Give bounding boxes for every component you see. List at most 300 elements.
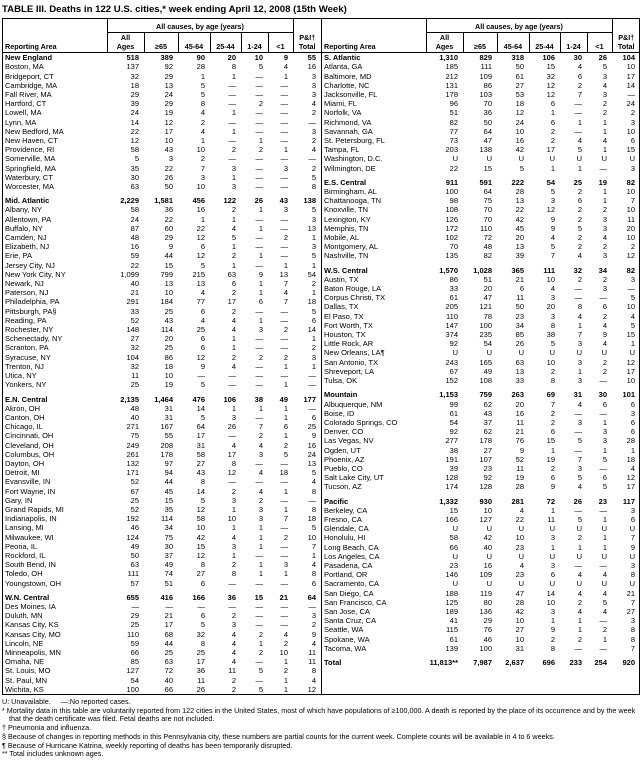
city-row (322, 616, 640, 625)
value-cell: 47 (483, 136, 492, 146)
value-cell: 106 (542, 53, 555, 63)
value-cell: 11 (308, 657, 316, 667)
city-row (322, 136, 640, 145)
value-cell: — (255, 458, 263, 468)
value-cell: 5 (258, 62, 263, 72)
value-cell: 10 (279, 647, 288, 657)
value-cell: 1 (577, 320, 582, 330)
city-name: San Antonio, TX (324, 357, 379, 367)
value-cell: 24 (626, 99, 635, 109)
value-cell: 52 (130, 315, 139, 325)
value-cell: 4 (577, 570, 582, 580)
value-cell: 2 (283, 233, 288, 243)
region-total-row (322, 266, 640, 275)
value-cell: 2 (311, 108, 316, 118)
value-cell: — (255, 371, 263, 381)
value-cell: — (574, 505, 582, 515)
value-cell: 1,028 (473, 265, 492, 275)
city-name: Richmond, VA (324, 117, 372, 127)
city-name: Somerville, MA (5, 154, 56, 164)
value-cell: 33 (130, 306, 139, 316)
value-cell: 2 (577, 634, 582, 644)
city-row (3, 307, 321, 316)
value-cell: 1 (311, 361, 316, 371)
value-cell: 2 (577, 205, 582, 215)
value-cell: 49 (483, 366, 492, 376)
value-cell: 22 (196, 223, 205, 233)
value-cell: 1 (258, 532, 263, 542)
value-cell: 10 (626, 376, 635, 386)
city-row (322, 644, 640, 653)
column-header: 45-64 (178, 33, 210, 53)
city-name: Austin, TX (324, 274, 359, 284)
value-cell: 3 (258, 514, 263, 524)
value-cell: 5 (200, 90, 205, 99)
value-cell: 1 (231, 214, 236, 224)
city-row (322, 196, 640, 205)
value-cell: 24 (164, 90, 173, 99)
value-cell: 59 (130, 251, 139, 261)
value-cell: 2 (258, 99, 263, 109)
value-cell: 3 (258, 504, 263, 514)
value-cell: 3 (550, 293, 555, 303)
value-cell: 73 (449, 136, 458, 146)
value-cell: — (280, 541, 288, 551)
value-cell: 82 (626, 177, 635, 187)
value-cell: 2,229 (120, 196, 139, 206)
value-cell: 1 (602, 126, 607, 136)
value-cell: 21 (279, 592, 288, 602)
value-cell: 7 (258, 422, 263, 432)
city-row (3, 620, 321, 629)
value-cell: 2 (311, 136, 316, 146)
value-cell: 36 (164, 205, 173, 215)
value-cell: 10 (196, 145, 205, 155)
value-cell: 10 (307, 532, 316, 542)
value-cell: 3 (231, 541, 236, 551)
value-cell: — (574, 445, 582, 455)
city-name: Salt Lake City, UT (324, 473, 384, 483)
value-cell: 25 (196, 647, 205, 657)
value-cell: 48 (483, 242, 492, 252)
value-cell: 1 (258, 638, 263, 648)
value-cell: 185 (445, 62, 458, 72)
value-cell: — (280, 126, 288, 136)
value-cell: 291 (126, 297, 139, 307)
value-cell: 32 (546, 71, 555, 81)
value-cell: 8 (630, 634, 635, 644)
city-name: Colorado Springs, CO (324, 417, 398, 427)
value-cell: — (599, 463, 607, 473)
city-name: Baltimore, MD (324, 71, 372, 81)
value-cell: 3 (630, 505, 635, 515)
value-cell: 38 (254, 394, 263, 404)
value-cell: 3 (550, 311, 555, 321)
value-cell: 101 (622, 390, 635, 400)
city-row (3, 477, 321, 486)
value-cell: 15 (483, 163, 492, 173)
value-cell: 1 (231, 126, 236, 136)
value-cell: 5 (231, 233, 236, 243)
value-cell: 911 (445, 177, 458, 187)
value-cell: 3 (231, 182, 236, 192)
value-cell: 2 (577, 233, 582, 243)
value-cell: 110 (480, 223, 492, 233)
value-cell: 42 (515, 606, 524, 616)
value-cell: 5 (602, 454, 607, 464)
value-cell: 29 (164, 71, 173, 81)
value-cell: 5 (258, 684, 263, 694)
value-cell: U (576, 154, 582, 164)
city-name: Memphis, TN (324, 223, 369, 233)
city-name: Canton, OH (5, 412, 45, 422)
city-row (3, 639, 321, 648)
value-cell: 1 (577, 163, 582, 173)
value-cell: 235 (479, 330, 492, 340)
value-cell: 4 (200, 288, 205, 298)
value-cell: 90 (196, 53, 205, 63)
value-cell: 31 (164, 412, 173, 422)
value-cell: 3 (311, 90, 316, 99)
value-cell: 2 (231, 611, 236, 621)
city-row (3, 242, 321, 251)
value-cell: 3 (311, 126, 316, 136)
value-cell: 191 (445, 454, 458, 464)
city-name: Allentown, PA (5, 214, 52, 224)
value-cell: 1 (283, 657, 288, 667)
value-cell: 78 (483, 311, 492, 321)
value-cell: 3 (577, 357, 582, 367)
value-cell: 4 (602, 588, 607, 598)
value-cell: 1 (311, 288, 316, 298)
value-cell: 5 (550, 242, 555, 252)
value-cell: 6 (258, 297, 263, 307)
value-cell: 6 (550, 473, 555, 483)
value-cell: 48 (130, 403, 139, 413)
city-row (322, 473, 640, 482)
city-row (3, 371, 321, 380)
city-row (3, 487, 321, 496)
city-row (322, 293, 640, 302)
value-cell: 17 (196, 431, 205, 441)
value-cell: 30 (573, 53, 582, 63)
city-name: Seattle, WA (324, 625, 364, 635)
value-cell: 14 (196, 486, 205, 496)
value-cell: 102 (445, 233, 458, 243)
value-cell: 1 (602, 542, 607, 552)
value-cell: 8 (311, 486, 316, 496)
value-cell: 125 (445, 597, 458, 607)
value-cell: 476 (192, 394, 205, 404)
city-name: San Diego, CA (324, 588, 374, 598)
value-cell: — (255, 306, 263, 316)
value-cell: 261 (126, 449, 139, 459)
value-cell: 61 (449, 293, 458, 303)
value-cell: 8 (550, 320, 555, 330)
header-cols-row (322, 33, 640, 53)
city-name: Youngstown, OH (5, 578, 62, 588)
value-cell: 13 (307, 458, 316, 468)
value-cell: 3 (231, 163, 236, 173)
value-cell: 189 (445, 606, 458, 616)
region-total-row (3, 593, 321, 602)
value-cell: U (576, 551, 582, 561)
value-cell: 11 (308, 647, 316, 657)
value-cell: 82 (483, 251, 492, 261)
value-cell: 51 (449, 108, 458, 118)
value-cell: 8 (630, 625, 635, 635)
city-row (3, 325, 321, 334)
value-cell: 43 (196, 468, 205, 478)
value-cell: 5 (200, 495, 205, 505)
value-cell: 8 (630, 570, 635, 580)
blank-header-cell (3, 19, 107, 33)
city-row (322, 418, 640, 427)
value-cell: 126 (445, 214, 458, 224)
value-cell: 2 (550, 463, 555, 473)
city-name: Norfolk, VA (324, 108, 362, 118)
value-cell: 318 (511, 53, 524, 63)
value-cell: 45 (515, 223, 524, 233)
value-cell: 22 (449, 163, 458, 173)
value-cell: 4 (258, 486, 263, 496)
value-cell: 215 (192, 269, 205, 279)
value-cell: 6 (550, 117, 555, 127)
city-row (3, 579, 321, 588)
value-cell: 10 (546, 597, 555, 607)
city-row (322, 72, 640, 81)
value-cell: 2 (550, 634, 555, 644)
city-row (3, 334, 321, 343)
value-cell: 11,813** (429, 657, 458, 667)
value-cell: 9 (200, 361, 205, 371)
column-header: P&I† Total (612, 33, 640, 53)
value-cell: 3 (630, 117, 635, 127)
value-cell: — (574, 427, 582, 437)
value-cell: 52 (130, 477, 139, 487)
region-name: E.S. Central (324, 177, 367, 187)
value-cell: 3 (311, 352, 316, 362)
value-cell: 40 (483, 542, 492, 552)
value-cell: — (280, 620, 288, 630)
value-cell: 4 (311, 675, 316, 685)
value-cell: 416 (160, 592, 173, 602)
value-cell: 9 (258, 269, 263, 279)
value-cell: 591 (479, 177, 492, 187)
value-cell: 1,581 (154, 196, 173, 206)
city-name: Des Moines, IA (5, 601, 56, 611)
city-row (3, 611, 321, 620)
value-cell: 29 (164, 99, 173, 109)
city-name: Pasadena, CA (324, 560, 373, 570)
city-name: Fall River, MA (5, 90, 52, 99)
value-cell: 45 (164, 486, 173, 496)
value-cell: — (280, 117, 288, 127)
city-name: Reading, PA (5, 315, 47, 325)
value-cell: 11 (197, 675, 205, 685)
value-cell: 3 (577, 339, 582, 349)
value-cell: 4 (231, 440, 236, 450)
value-cell: 4 (630, 311, 635, 321)
value-cell: 5 (200, 260, 205, 270)
value-cell: 6 (550, 427, 555, 437)
value-cell: — (228, 90, 236, 99)
city-name: Mobile, AL (324, 233, 360, 243)
value-cell: 49 (279, 394, 288, 404)
city-row (3, 404, 321, 413)
value-cell: 36 (196, 666, 205, 676)
value-cell: 27 (515, 80, 524, 90)
city-name: Fort Wayne, IN (5, 486, 56, 496)
city-row (322, 242, 640, 251)
value-cell: 1 (311, 260, 316, 270)
value-cell: 61 (449, 634, 458, 644)
value-cell: 63 (227, 269, 236, 279)
value-cell: 4 (602, 136, 607, 146)
value-cell: 1 (200, 136, 205, 146)
city-row (3, 533, 321, 542)
value-cell: 10 (626, 62, 635, 72)
city-name: Dayton, OH (5, 458, 45, 468)
value-cell: 3 (231, 495, 236, 505)
value-cell: 66 (449, 542, 458, 552)
value-cell: U (549, 154, 555, 164)
value-cell: — (228, 380, 236, 390)
city-row (322, 348, 640, 357)
city-name: Las Vegas, NV (324, 436, 374, 446)
value-cell: 2 (311, 343, 316, 353)
value-cell: 44 (164, 477, 173, 487)
data-table (322, 19, 640, 667)
value-cell: 12 (515, 108, 524, 118)
value-cell: 61 (515, 71, 524, 81)
value-cell: 85 (130, 657, 139, 667)
value-cell: 42 (515, 145, 524, 155)
value-cell: 2 (283, 666, 288, 676)
value-cell: 37 (164, 550, 173, 560)
value-cell: 6 (311, 412, 316, 422)
city-row (322, 127, 640, 136)
value-cell: — (255, 80, 263, 90)
city-name: Little Rock, AR (324, 339, 374, 349)
value-cell: 5 (577, 223, 582, 233)
city-row (322, 108, 640, 117)
city-name: Trenton, NJ (5, 361, 44, 371)
value-cell: — (574, 293, 582, 303)
value-cell: 205 (445, 302, 458, 312)
value-cell: 18 (130, 80, 139, 90)
value-cell: 17 (164, 126, 173, 136)
value-cell: U (452, 154, 458, 164)
value-cell: 165 (479, 357, 492, 367)
value-cell: 1 (283, 684, 288, 694)
region-total-row (322, 390, 640, 399)
value-cell: 15 (546, 436, 555, 446)
city-name: Ogden, UT (324, 445, 361, 455)
value-cell: 178 (445, 90, 458, 99)
region-name: S. Atlantic (324, 53, 361, 63)
value-cell: 13 (515, 242, 524, 252)
value-cell: 107 (479, 454, 492, 464)
city-name: Newark, NJ (5, 279, 44, 289)
value-cell: 1 (602, 417, 607, 427)
value-cell: 6 (200, 343, 205, 353)
value-cell: 51 (483, 274, 492, 284)
value-cell: — (255, 117, 263, 127)
value-cell: 192 (126, 514, 139, 524)
value-cell: — (280, 523, 288, 533)
value-cell: 4 (311, 477, 316, 487)
value-cell: 2 (630, 108, 635, 118)
value-cell: 25 (164, 306, 173, 316)
value-cell: — (255, 163, 263, 173)
value-cell: 1 (283, 486, 288, 496)
value-cell: 20 (515, 233, 524, 243)
value-cell: 17 (626, 71, 635, 81)
value-cell: 1 (577, 616, 582, 626)
value-cell: U (549, 551, 555, 561)
city-row (3, 343, 321, 352)
value-cell: 12 (626, 473, 635, 483)
value-cell: 12 (196, 504, 205, 514)
value-cell: 43 (164, 145, 173, 155)
value-cell: 16 (307, 62, 316, 72)
city-name: Providence, RI (5, 145, 55, 155)
value-cell: 25 (130, 620, 139, 630)
value-cell: 44 (164, 638, 173, 648)
city-row (322, 579, 640, 588)
value-cell: 4 (311, 99, 316, 109)
value-cell: 43 (164, 315, 173, 325)
value-cell: — (280, 578, 288, 588)
value-cell: 24 (130, 214, 139, 224)
value-cell: 19 (164, 108, 173, 118)
value-cell: 52 (130, 504, 139, 514)
value-cell: 97 (164, 458, 173, 468)
value-cell: 64 (483, 187, 492, 197)
value-cell: 1 (258, 523, 263, 533)
city-name: Erie, PA (5, 251, 32, 261)
value-cell: 20 (546, 302, 555, 312)
value-cell: 11 (516, 417, 524, 427)
value-cell: 4 (231, 532, 236, 542)
value-cell: 23 (515, 311, 524, 321)
city-row (3, 380, 321, 389)
value-cell: 33 (515, 376, 524, 386)
city-row (322, 233, 640, 242)
value-cell: 6 (630, 417, 635, 427)
city-row (322, 515, 640, 524)
value-cell: 4 (231, 647, 236, 657)
value-cell: 8 (200, 99, 205, 109)
value-cell: 11 (131, 371, 139, 381)
city-row (322, 90, 640, 99)
value-cell: 103 (479, 90, 492, 99)
value-cell: 70 (483, 205, 492, 215)
value-cell: 7 (577, 90, 582, 99)
value-cell: 4 (231, 223, 236, 233)
value-cell: 70 (483, 99, 492, 109)
city-row (3, 542, 321, 551)
value-cell: U (452, 524, 458, 534)
city-name: Rochester, NY (5, 325, 54, 335)
value-cell: 28 (515, 597, 524, 607)
value-cell: 24 (307, 449, 316, 459)
value-cell: 10 (515, 533, 524, 543)
value-cell: 1 (602, 196, 607, 206)
value-cell: 1 (283, 380, 288, 390)
value-cell: 14 (196, 403, 205, 413)
